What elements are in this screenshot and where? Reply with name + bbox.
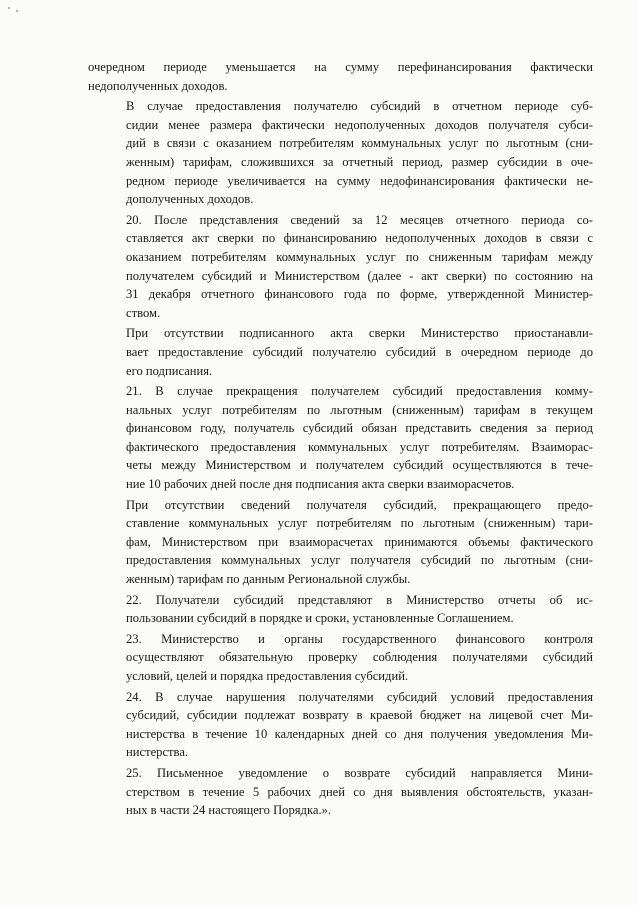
paragraph-line: фактического предоставления коммунальных услуг потребителям. Взаиморас-	[126, 439, 593, 454]
paragraph-line: 25. Письменное уведомление о возврате субсидий направляется Мини-	[126, 765, 593, 780]
paragraph-line: 24. В случае нарушения получателями субсидий условий предоставления	[126, 689, 593, 704]
paragraph-p4	[88, 382, 593, 494]
paragraph-line: редном периоде увеличивается на сумму недофинансирования фактически не-	[126, 173, 593, 188]
paragraph-p8	[88, 688, 593, 762]
paragraph-line: 31 декабря отчетного финансового года по форме, утвержденной Министер-	[126, 287, 593, 302]
paragraph-line: 23. Министерство и органы государственного финансового контроля	[126, 631, 593, 646]
paragraph-line: четы между Министерством и получателем субсидий осуществляются в тече-	[126, 458, 593, 473]
paragraph-line: женным) тарифам, сложившихся за отчетный период, размер субсидии в оче-	[126, 154, 593, 169]
paragraph-p3	[88, 324, 593, 380]
paragraph-line: 22. Получатели субсидий представляют в Министерство отчеты об ис-	[126, 592, 593, 607]
paragraph-line: При отсутствии подписанного акта сверки Министерство приостанавли-	[126, 326, 593, 341]
paragraph-p1	[88, 97, 593, 209]
paragraph-p5	[88, 496, 593, 589]
paragraph-line: В случае предоставления получателю субсидий в отчетном периоде суб-	[126, 99, 593, 114]
paragraph-p2	[88, 211, 593, 323]
paragraph-line: предоставления коммунальных услуг получателя субсидий по льготным (сни-	[126, 553, 593, 568]
paragraph-line: ных в части 24 настоящего Порядка.».	[126, 803, 332, 818]
paragraph-line: субсидий, субсидии подлежат возврату в краевой бюджет на лицевой счет Ми-	[126, 708, 593, 723]
paragraph-line: ние 10 рабочих дней после дня подписания акта сверки взаиморасчетов.	[126, 477, 515, 492]
paragraph-p7	[88, 630, 593, 686]
paragraph-line: дий в связи с оказанием потребителям коммунальных услуг по льготным (сни-	[126, 136, 593, 151]
paragraph-line: недополученных доходов.	[88, 78, 228, 93]
paragraph-p0	[88, 58, 593, 95]
paragraph-line: ставляется акт сверки по финансированию недополученных доходов в связи с	[126, 231, 593, 246]
paragraph-line: финансовом году, получатель субсидий обязан представить сведения за период	[126, 421, 593, 436]
paragraph-line: При отсутствии сведений получателя субсидий, прекращающего предо-	[126, 497, 593, 512]
paragraph-line: получателем субсидий и Министерством (далее - акт сверки) по состоянию на	[126, 268, 593, 283]
paragraph-line: осуществляют обязательную проверку соблюдения получателями субсидий	[126, 650, 593, 665]
paragraph-line: его подписания.	[126, 363, 213, 378]
paragraph-line: 20. После представления сведений за 12 месяцев отчетного периода со-	[126, 212, 593, 227]
paragraph-line: условий, целей и порядка предоставления субсидий.	[126, 669, 409, 683]
paragraph-line: пользовании субсидий в порядке и сроки, установленные Соглашением.	[126, 611, 514, 626]
paragraph-line: вает предоставление субсидий получателю субсидий в очередном периоде до	[126, 344, 593, 359]
paragraph-line: стерством в течение 5 рабочих дней со дня выявления обстоятельств, указан-	[126, 784, 593, 799]
document-body	[88, 58, 593, 820]
paragraph-line: дополученных доходов.	[126, 192, 254, 207]
paragraph-line: 21. В случае прекращения получателем субсидий предоставления комму-	[126, 384, 593, 399]
scan-speck	[16, 10, 18, 12]
paragraph-line: фам, Министерством при взаиморасчетах принимаются объемы фактического	[126, 534, 593, 549]
paragraph-line: ставление коммунальных услуг потребителям по льготным (сниженным) тари-	[126, 516, 593, 531]
paragraph-line: нистерства.	[126, 745, 189, 760]
paragraph-line: нистерства в течение 10 календарных дней со дня получения уведомления Ми-	[126, 726, 593, 741]
paragraph-line: ством.	[126, 305, 161, 320]
paragraph-line: женным) тарифам по данным Региональной службы.	[126, 572, 411, 587]
scan-speck	[8, 7, 10, 9]
paragraph-p9	[88, 764, 593, 820]
paragraph-line: сидии менее размера фактически недополученных доходов получателя субси-	[126, 117, 593, 132]
paragraph-line: очередном периоде уменьшается на сумму перефинансирования фактически	[88, 60, 593, 74]
paragraph-line: оказанием потребителям коммунальных услуг по сниженным тарифам между	[126, 249, 593, 264]
paragraph-line: нальных услуг потребителям по льготным (сниженным) тарифам в текущем	[126, 402, 593, 417]
paragraph-p6	[88, 591, 593, 628]
